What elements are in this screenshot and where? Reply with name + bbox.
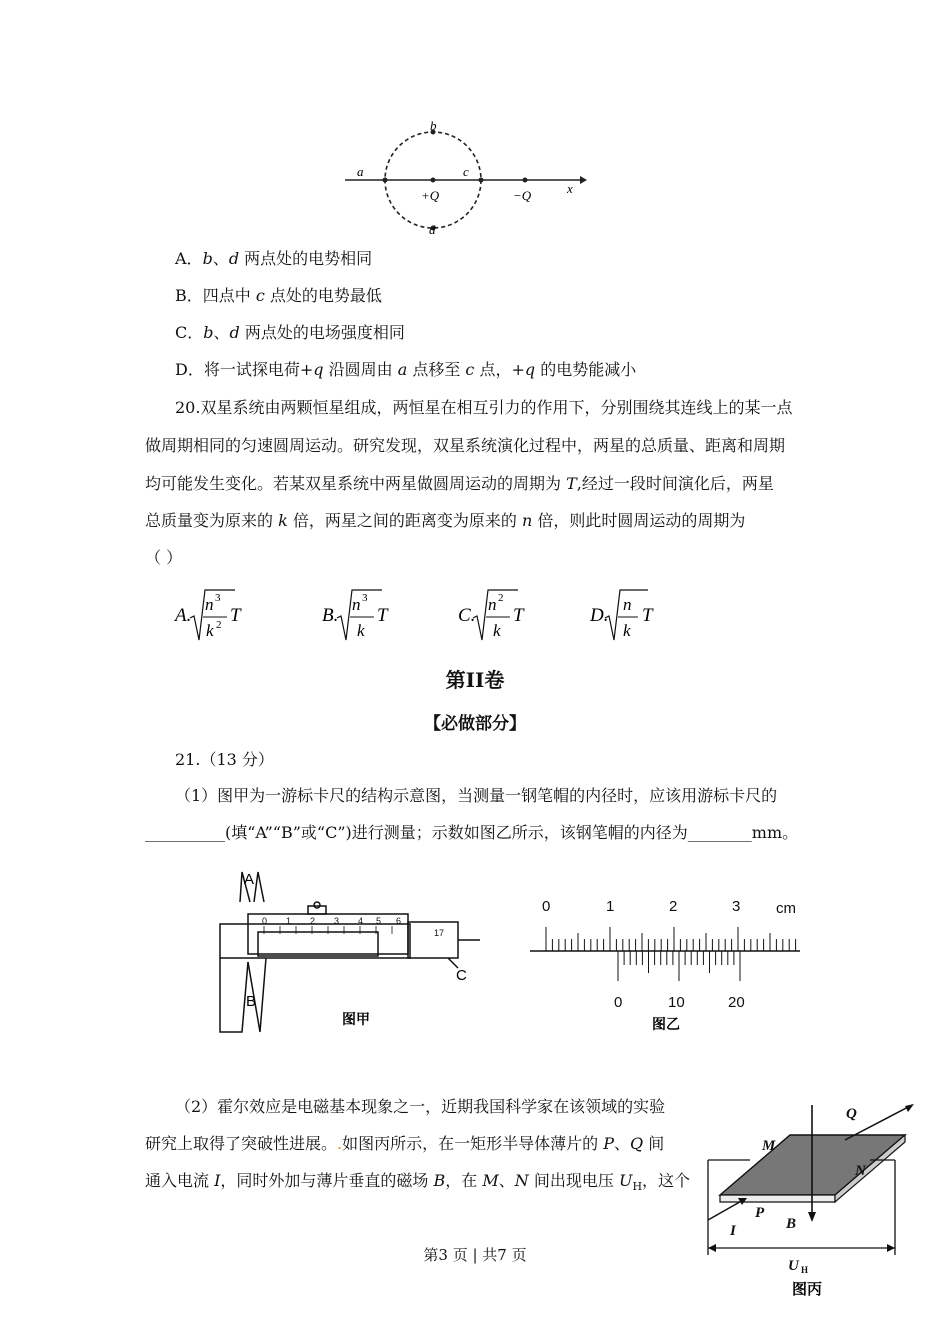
svg-text:2: 2 — [498, 592, 504, 604]
label-d: d — [429, 222, 436, 237]
vernier-caliper-figure — [208, 862, 498, 1040]
svg-text:A.: A. — [175, 605, 192, 626]
svg-text:T: T — [230, 605, 241, 626]
svg-text:20: 20 — [728, 994, 745, 1011]
label-b: B — [246, 993, 257, 1010]
q20-option-b — [322, 588, 402, 644]
svg-text:cm: cm — [776, 900, 796, 917]
q19-option-d: D．将一试探电荷+q 沿圆周由 a 点移至 c 点，+q 的电势能减小 — [175, 360, 637, 379]
section-subtitle: 【必做部分】 — [424, 714, 526, 734]
label-plus-q: +Q — [421, 188, 440, 203]
vernier-reading-figure — [530, 895, 810, 1035]
q21-part1-line-2: __________(填“A”“B”或“C”)进行测量；示数如图乙所示，该钢笔帽的内径为________mm。 — [145, 823, 799, 842]
x-axis-arrow — [580, 176, 587, 184]
svg-text:3: 3 — [334, 916, 340, 926]
svg-text:n: n — [488, 595, 497, 614]
label-b: b — [430, 120, 437, 133]
svg-text:1: 1 — [286, 916, 292, 926]
label-c: c — [463, 164, 469, 179]
svg-text:3: 3 — [362, 592, 368, 604]
svg-text:T: T — [377, 605, 388, 626]
caption-yi: 图乙 — [652, 1017, 680, 1033]
q19-option-a: A．b、d 两点处的电势相同 — [175, 249, 373, 268]
q21-part1-line-1: （1）图甲为一游标卡尺的结构示意图，当测量一钢笔帽的内径时，应该用游标卡尺的 — [175, 786, 778, 805]
svg-text:C.: C. — [458, 605, 476, 626]
svg-text:D.: D. — [590, 605, 609, 626]
svg-text:17: 17 — [434, 928, 445, 938]
section-title: 第II卷 — [445, 668, 505, 692]
hall-effect-figure — [700, 1100, 920, 1300]
svg-text:U: U — [788, 1258, 799, 1274]
svg-text:2: 2 — [216, 619, 222, 631]
svg-text:n: n — [205, 595, 214, 614]
q20-blank: （ ） — [145, 548, 183, 567]
q21-part2-line-1: （2）霍尔效应是电磁基本现象之一，近期我国科学家在该领域的实验 — [175, 1097, 666, 1116]
svg-text:k: k — [623, 621, 631, 640]
caption-bing: 图丙 — [792, 1280, 823, 1298]
svg-text:N: N — [855, 1163, 866, 1179]
svg-text:T: T — [642, 605, 653, 626]
svg-text:3: 3 — [215, 592, 221, 604]
svg-text:0: 0 — [542, 898, 551, 915]
svg-text:2: 2 — [310, 916, 316, 926]
svg-text:B.: B. — [322, 605, 339, 626]
q20-option-c — [458, 588, 538, 644]
svg-text:0: 0 — [262, 916, 268, 926]
svg-text:k: k — [357, 621, 365, 640]
q21-part2-line-2: 研究上取得了突破性进展。.如图丙所示，在一矩形半导体薄片的 P、Q 间 — [145, 1134, 665, 1153]
svg-text:5: 5 — [376, 916, 382, 926]
svg-text:6: 6 — [396, 916, 402, 926]
q20-line-3: 均可能发生变化。若某双星系统中两星做圆周运动的周期为 T,经过一段时间演化后，两星 — [145, 474, 774, 493]
q19-option-b: B．四点中 c 点处的电势最低 — [175, 286, 382, 305]
svg-text:T: T — [513, 605, 524, 626]
svg-text:Q: Q — [846, 1106, 857, 1122]
caption-jia: 图甲 — [342, 1012, 370, 1028]
svg-text:0: 0 — [614, 994, 623, 1011]
svg-text:3: 3 — [732, 898, 741, 915]
svg-text:n: n — [623, 595, 632, 614]
q21-header: 21.（13 分） — [175, 750, 274, 769]
q20-line-1: 20.双星系统由两颗恒星组成，两恒星在相互引力的作用下，分别围绕其连线上的某一点 — [175, 398, 793, 417]
label-x: x — [567, 181, 573, 196]
svg-text:1: 1 — [606, 898, 615, 915]
svg-text:10: 10 — [668, 994, 685, 1011]
q21-part2-line-3: 通入电流 I，同时外加与薄片垂直的磁场 B，在 M、N 间出现电压 $U_H$，这个 — [145, 1171, 691, 1194]
label-minus-q: −Q — [513, 188, 532, 203]
svg-text:I: I — [730, 1223, 736, 1239]
svg-text:B: B — [786, 1216, 797, 1232]
q20-line-2: 做周期相同的匀速圆周运动。研究发现，双星系统演化过程中，两星的总质量、距离和周期 — [145, 436, 786, 455]
svg-text:k: k — [493, 621, 501, 640]
svg-text:2: 2 — [669, 898, 678, 915]
label-a: A — [244, 871, 255, 888]
label-a: a — [357, 164, 364, 179]
label-c: C — [456, 967, 467, 984]
svg-text:k: k — [206, 621, 214, 640]
svg-text:H: H — [801, 1265, 809, 1275]
svg-text:4: 4 — [358, 916, 364, 926]
q20-option-a — [175, 588, 255, 644]
electric-field-figure — [335, 120, 595, 238]
svg-text:P: P — [755, 1205, 765, 1221]
svg-text:M: M — [762, 1138, 776, 1154]
q20-option-d — [590, 588, 670, 644]
svg-text:n: n — [352, 595, 361, 614]
page-footer: 第3 页 | 共7 页 — [423, 1246, 527, 1264]
q20-line-4: 总质量变为原来的 k 倍，两星之间的距离变为原来的 n 倍，则此时圆周运动的周期为 — [145, 511, 746, 530]
q19-option-c: C．b、d 两点处的电场强度相同 — [175, 323, 405, 342]
